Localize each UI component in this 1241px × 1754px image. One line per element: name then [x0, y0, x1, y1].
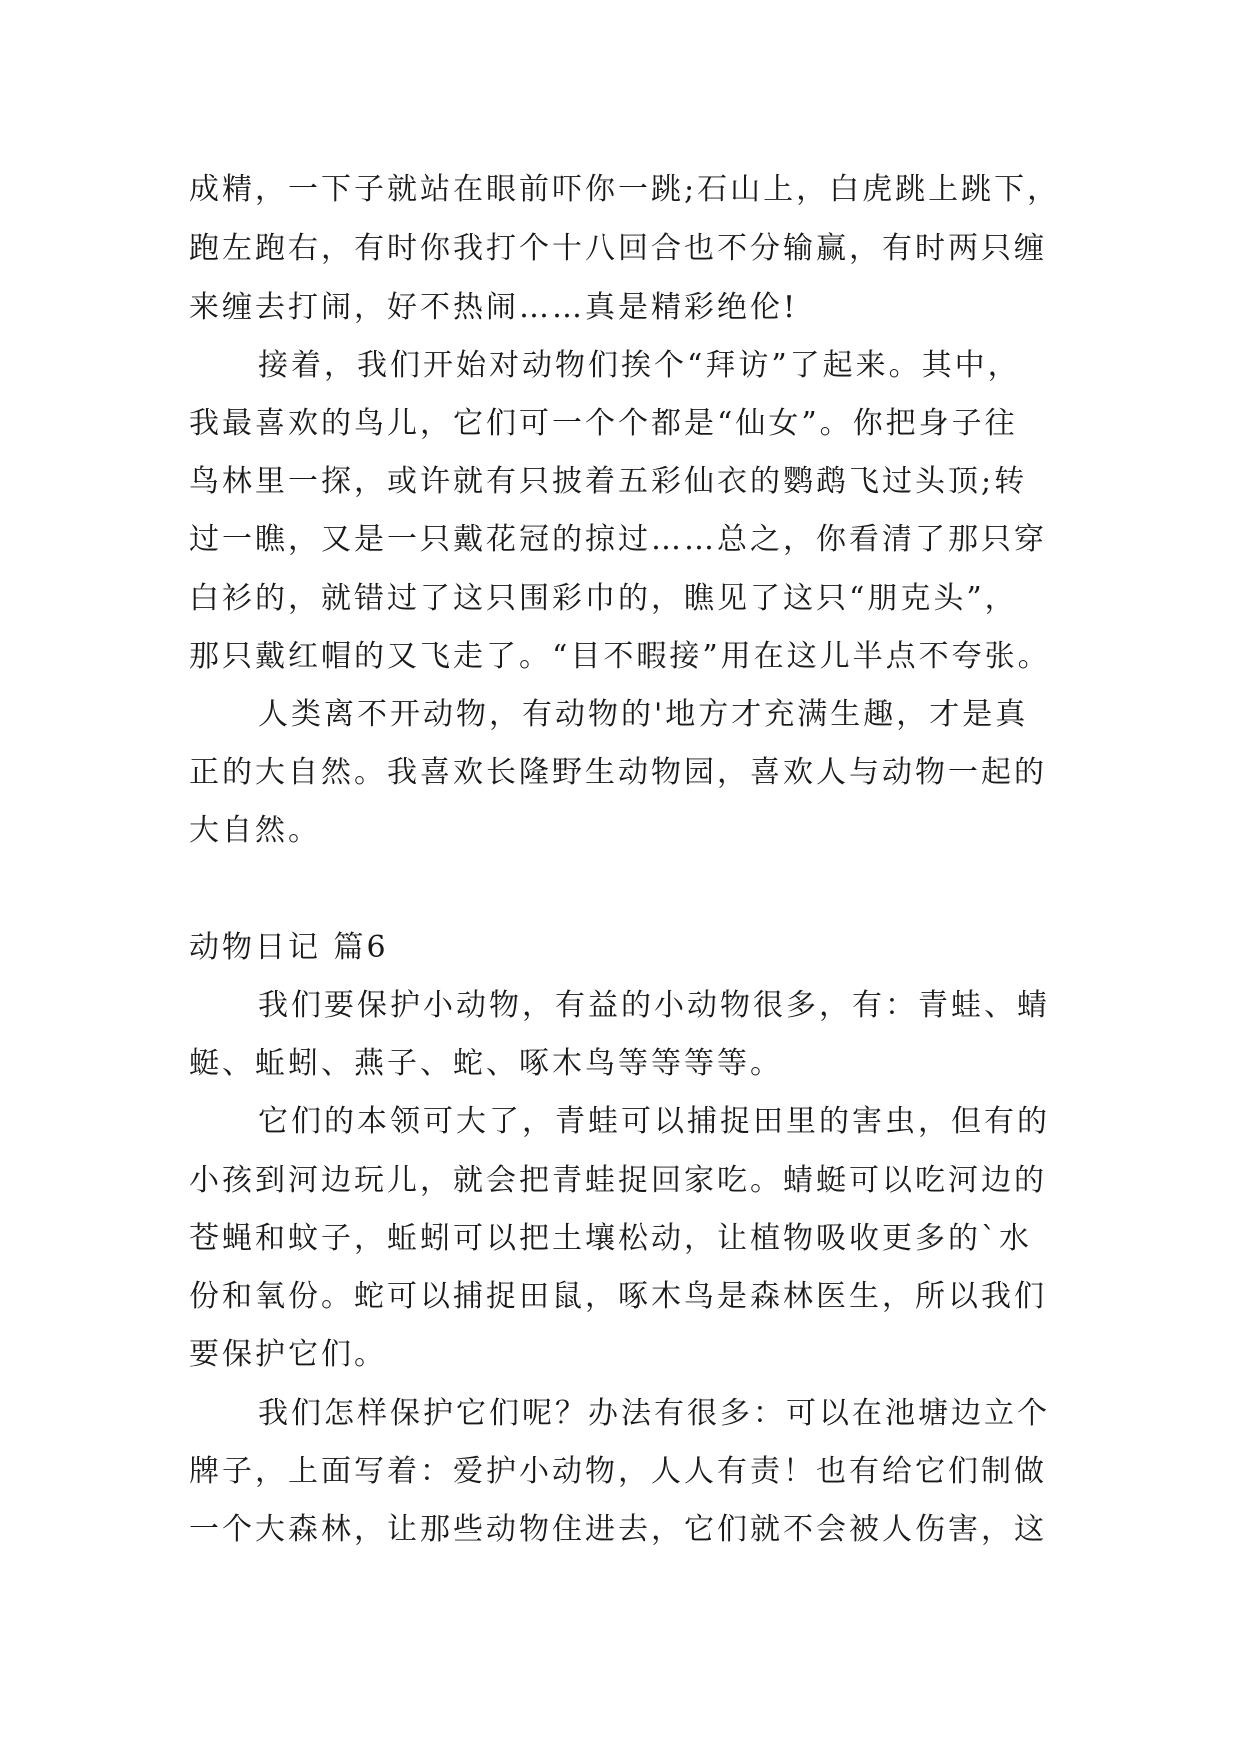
paragraph-first-line: 接着，我们开始对动物们挨个“拜访”了起来。其中，: [258, 348, 1021, 383]
paragraph-first-line: 它们的本领可大了，青蛙可以捕捉田里的害虫，但有的: [258, 1104, 1050, 1139]
text-line: 白衫的，就错过了这只围彩巾的，瞧见了这只“朋克头”，: [189, 581, 1018, 616]
text-line: 苍蝇和蚊子，蚯蚓可以把土壤松动，让植物吸收更多的`水: [189, 1221, 1032, 1256]
text-line: 过一瞧，又是一只戴花冠的掠过……总之，你看清了那只穿: [189, 522, 1047, 557]
text-line: 正的大自然。我喜欢长隆野生动物园，喜欢人与动物一起的: [189, 755, 1047, 790]
text-line: 大自然。: [189, 813, 321, 848]
paragraph-first-line: 我们怎样保护它们呢？办法有很多：可以在池塘边立个: [258, 1396, 1050, 1431]
text-line: 那只戴红帽的又飞走了。“目不暇接”用在这儿半点不夸张。: [189, 639, 1051, 674]
paragraph-first-line: 人类离不开动物，有动物的'地方才充满生趣，才是真: [258, 697, 1029, 732]
text-line: 鸟林里一探，或许就有只披着五彩仙衣的鹦鹉飞过头顶;转: [189, 464, 1028, 499]
text-line: 我最喜欢的鸟儿，它们可一个个都是“仙女”。你把身子往: [189, 406, 1018, 441]
text-line: 牌子，上面写着：爱护小动物，人人有责！也有给它们制做: [189, 1454, 1047, 1489]
text-line: 份和氧份。蛇可以捕捉田鼠，啄木鸟是森林医生，所以我们: [189, 1279, 1047, 1314]
text-line: 蜓、蚯蚓、燕子、蛇、啄木鸟等等等等。: [189, 1046, 783, 1081]
text-line: 来缠去打闹，好不热闹……真是精彩绝伦!: [189, 290, 799, 325]
text-line: 跑左跑右，有时你我打个十八回合也不分输赢，有时两只缠: [189, 231, 1047, 266]
text-line: 一个大森林，让那些动物住进去，它们就不会被人伤害，这: [189, 1512, 1047, 1547]
section-title: 动物日记 篇6: [189, 930, 389, 965]
paragraph-first-line: 我们要保护小动物，有益的小动物很多，有：青蛙、蜻: [258, 988, 1050, 1023]
text-line: 要保护它们。: [189, 1337, 387, 1372]
text-line: 小孩到河边玩儿，就会把青蛙捉回家吃。蜻蜓可以吃河边的: [189, 1163, 1047, 1198]
text-line: 成精，一下子就站在眼前吓你一跳;石山上，白虎跳上跳下，: [189, 172, 1061, 207]
